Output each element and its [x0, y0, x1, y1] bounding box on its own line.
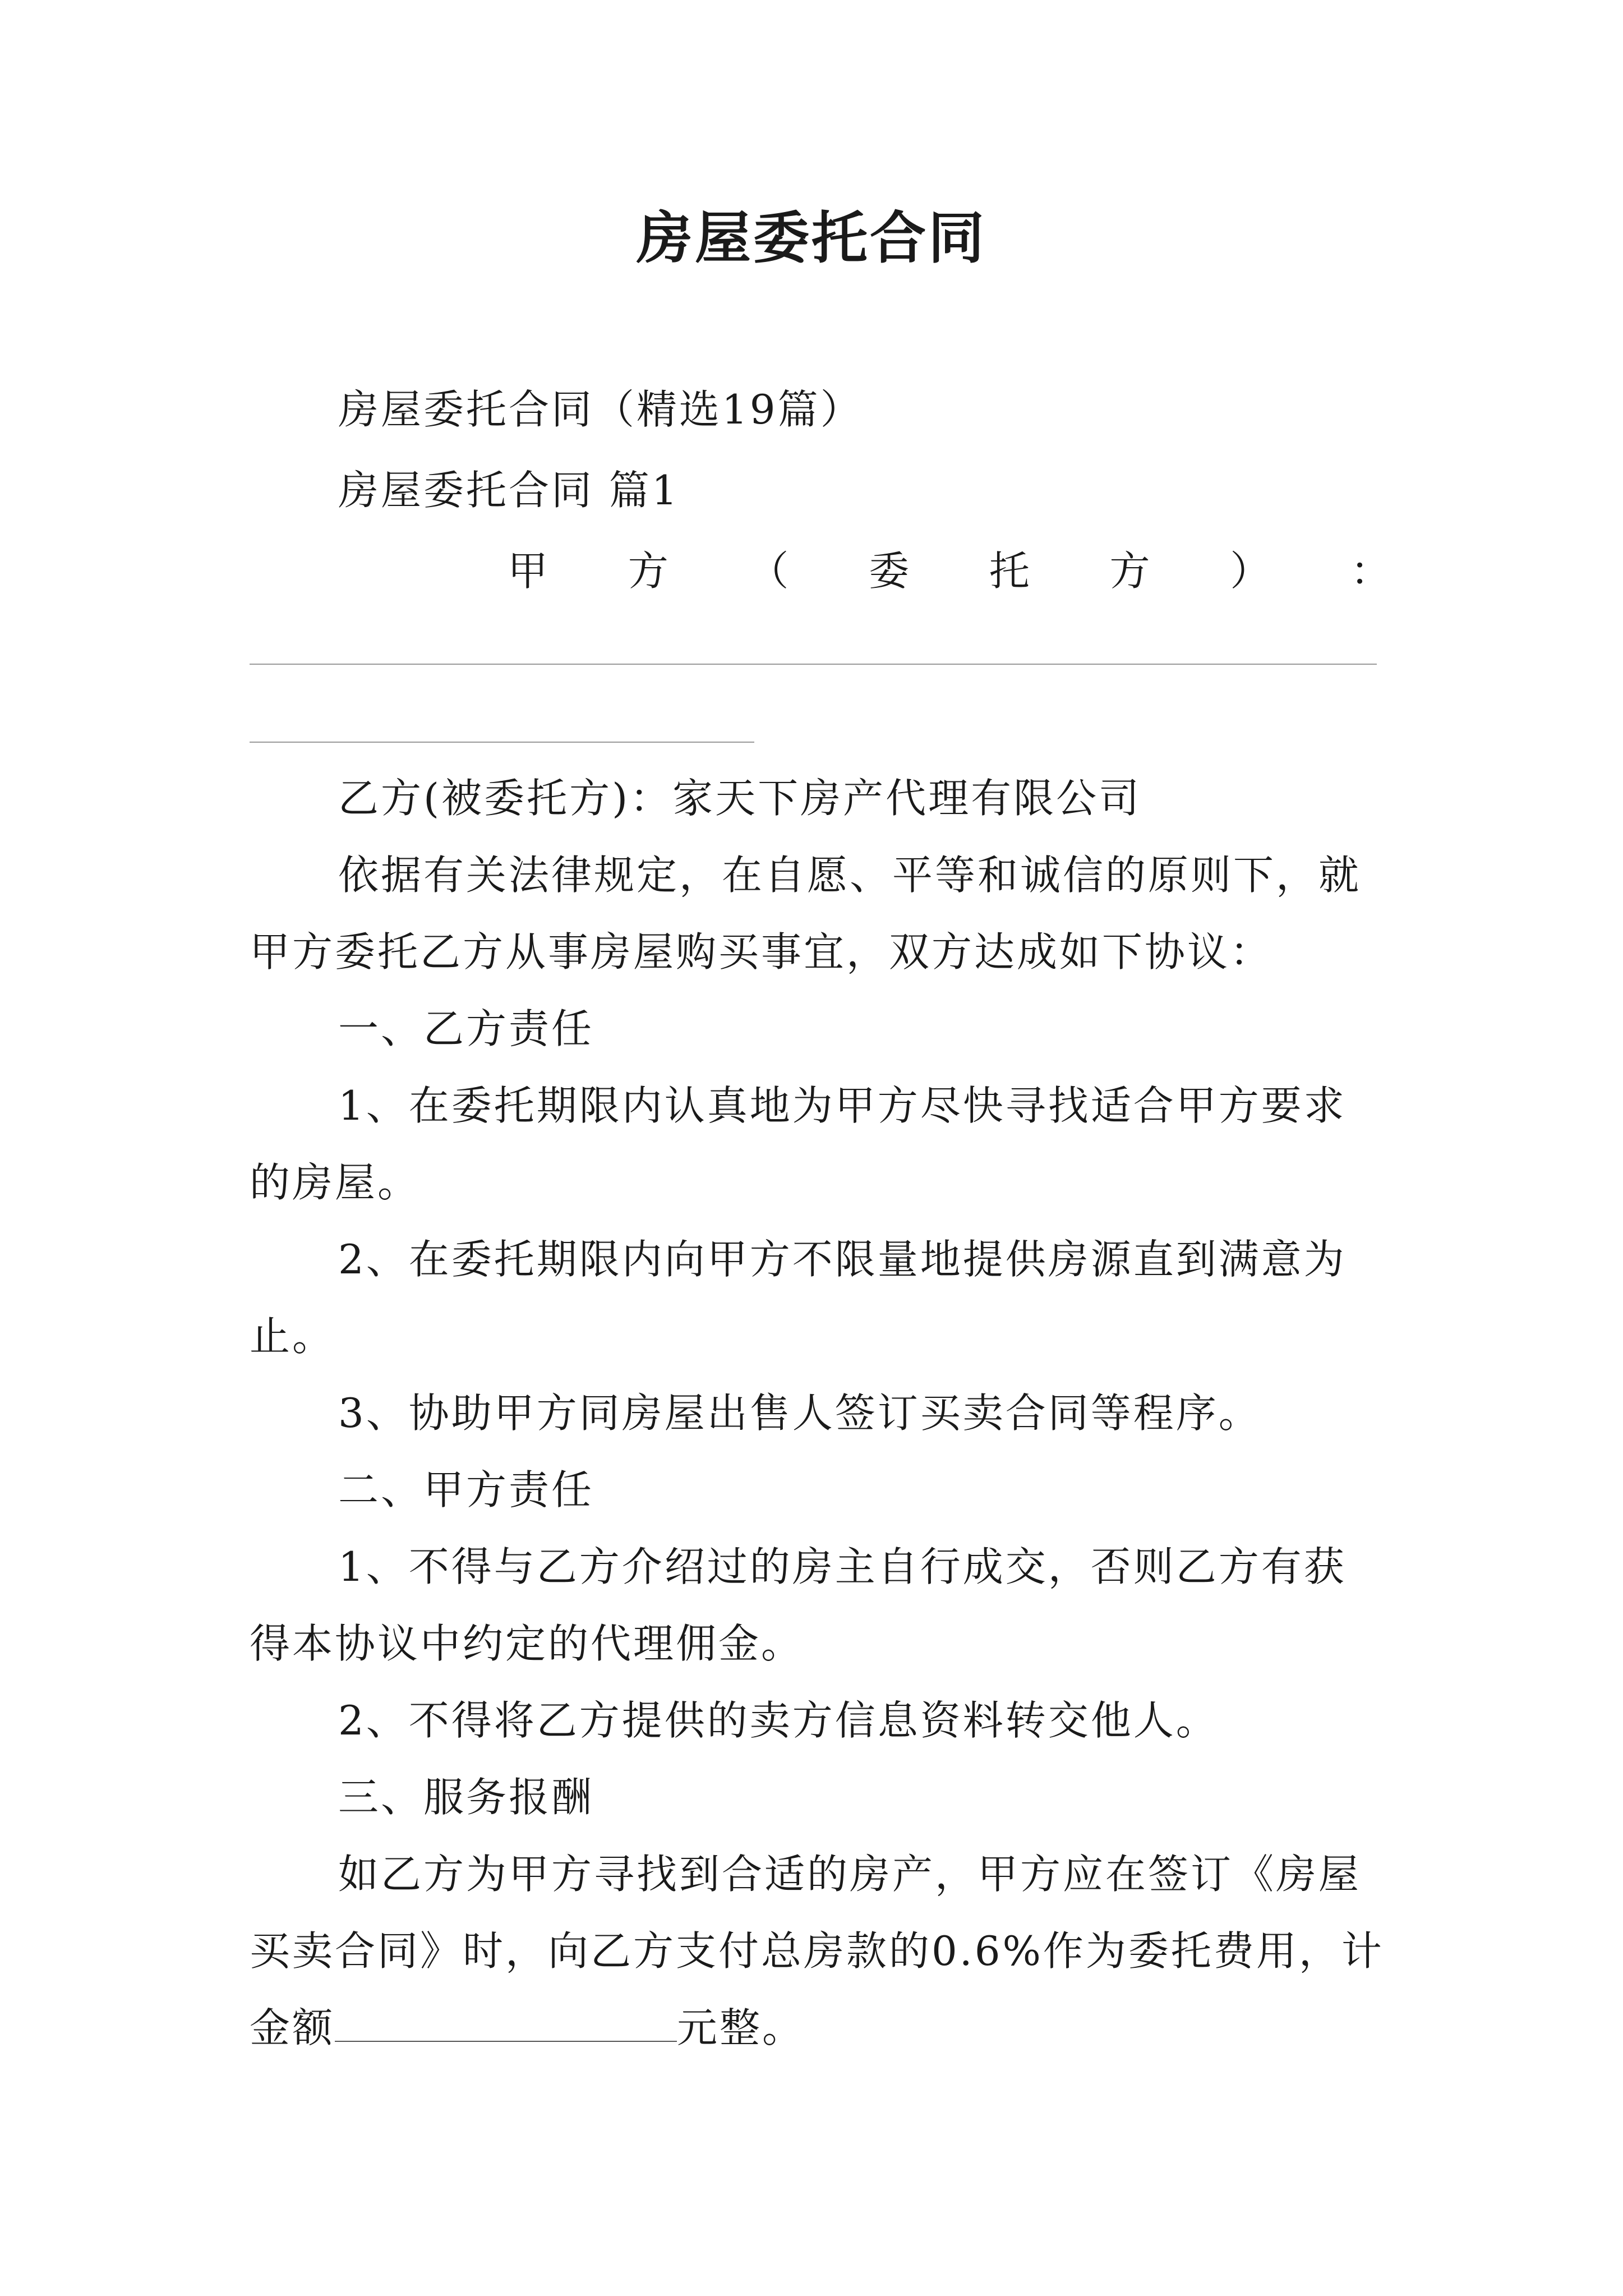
- document-subtitle: 房屋委托合同（精选19篇）: [338, 386, 863, 433]
- party-a-fill-line: [250, 742, 754, 743]
- section-1-item: 止。: [250, 1313, 335, 1360]
- party-a-char: 托: [989, 547, 1030, 595]
- section-1-heading: 一、乙方责任: [338, 1005, 594, 1052]
- section-3-heading: 三、服务报酬: [338, 1774, 594, 1821]
- party-a-label: [508, 543, 1391, 599]
- party-a-char: 方: [1109, 547, 1150, 595]
- party-a-char: ）: [1230, 547, 1271, 595]
- section-2-item: 得本协议中约定的代理佣金。: [250, 1620, 804, 1667]
- section-heading: 房屋委托合同 篇1: [338, 467, 680, 514]
- section-2-heading: 二、甲方责任: [338, 1466, 594, 1513]
- section-1-item: 的房屋。: [250, 1159, 421, 1206]
- section-3-paragraph: [250, 2000, 1394, 2056]
- intro-paragraph: 依据有关法律规定，在自愿、平等和诚信的原则下，就: [338, 852, 1362, 899]
- section-1-item: 3、协助甲方同房屋出售人签订买卖合同等程序。: [338, 1389, 1261, 1437]
- amount-suffix: 元整。: [677, 2004, 805, 2051]
- section-2-item: 2、不得将乙方提供的卖方信息资料转交他人。: [338, 1697, 1219, 1744]
- party-a-char: （: [748, 547, 789, 595]
- party-a-char: 方: [628, 547, 668, 595]
- amount-blank: [335, 2001, 677, 2042]
- section-2-item: 1、不得与乙方介绍过的房主自行成交，否则乙方有获: [338, 1543, 1347, 1590]
- section-3-paragraph: 如乙方为甲方寻找到合适的房产，甲方应在签订《房屋: [338, 1851, 1362, 1898]
- party-a-fill-line: [250, 664, 1377, 665]
- section-1-item: 2、在委托期限内向甲方不限量地提供房源直到满意为: [338, 1236, 1347, 1283]
- party-a-char: ：: [1350, 547, 1391, 595]
- intro-paragraph: 甲方委托乙方从事房屋购买事宜，双方达成如下协议：: [250, 928, 1273, 976]
- party-a-char: 甲: [508, 547, 548, 595]
- section-3-paragraph: 买卖合同》时，向乙方支付总房款的0.6%作为委托费用，计: [250, 1927, 1384, 1975]
- party-b-line: 乙方(被委托方)：家天下房产代理有限公司: [338, 775, 1142, 822]
- section-1-item: 1、在委托期限内认真地为甲方尽快寻找适合甲方要求: [338, 1082, 1347, 1129]
- document-title: 房屋委托合同: [637, 205, 986, 271]
- amount-label: 金额: [250, 2004, 335, 2051]
- party-a-char: 委: [869, 547, 910, 595]
